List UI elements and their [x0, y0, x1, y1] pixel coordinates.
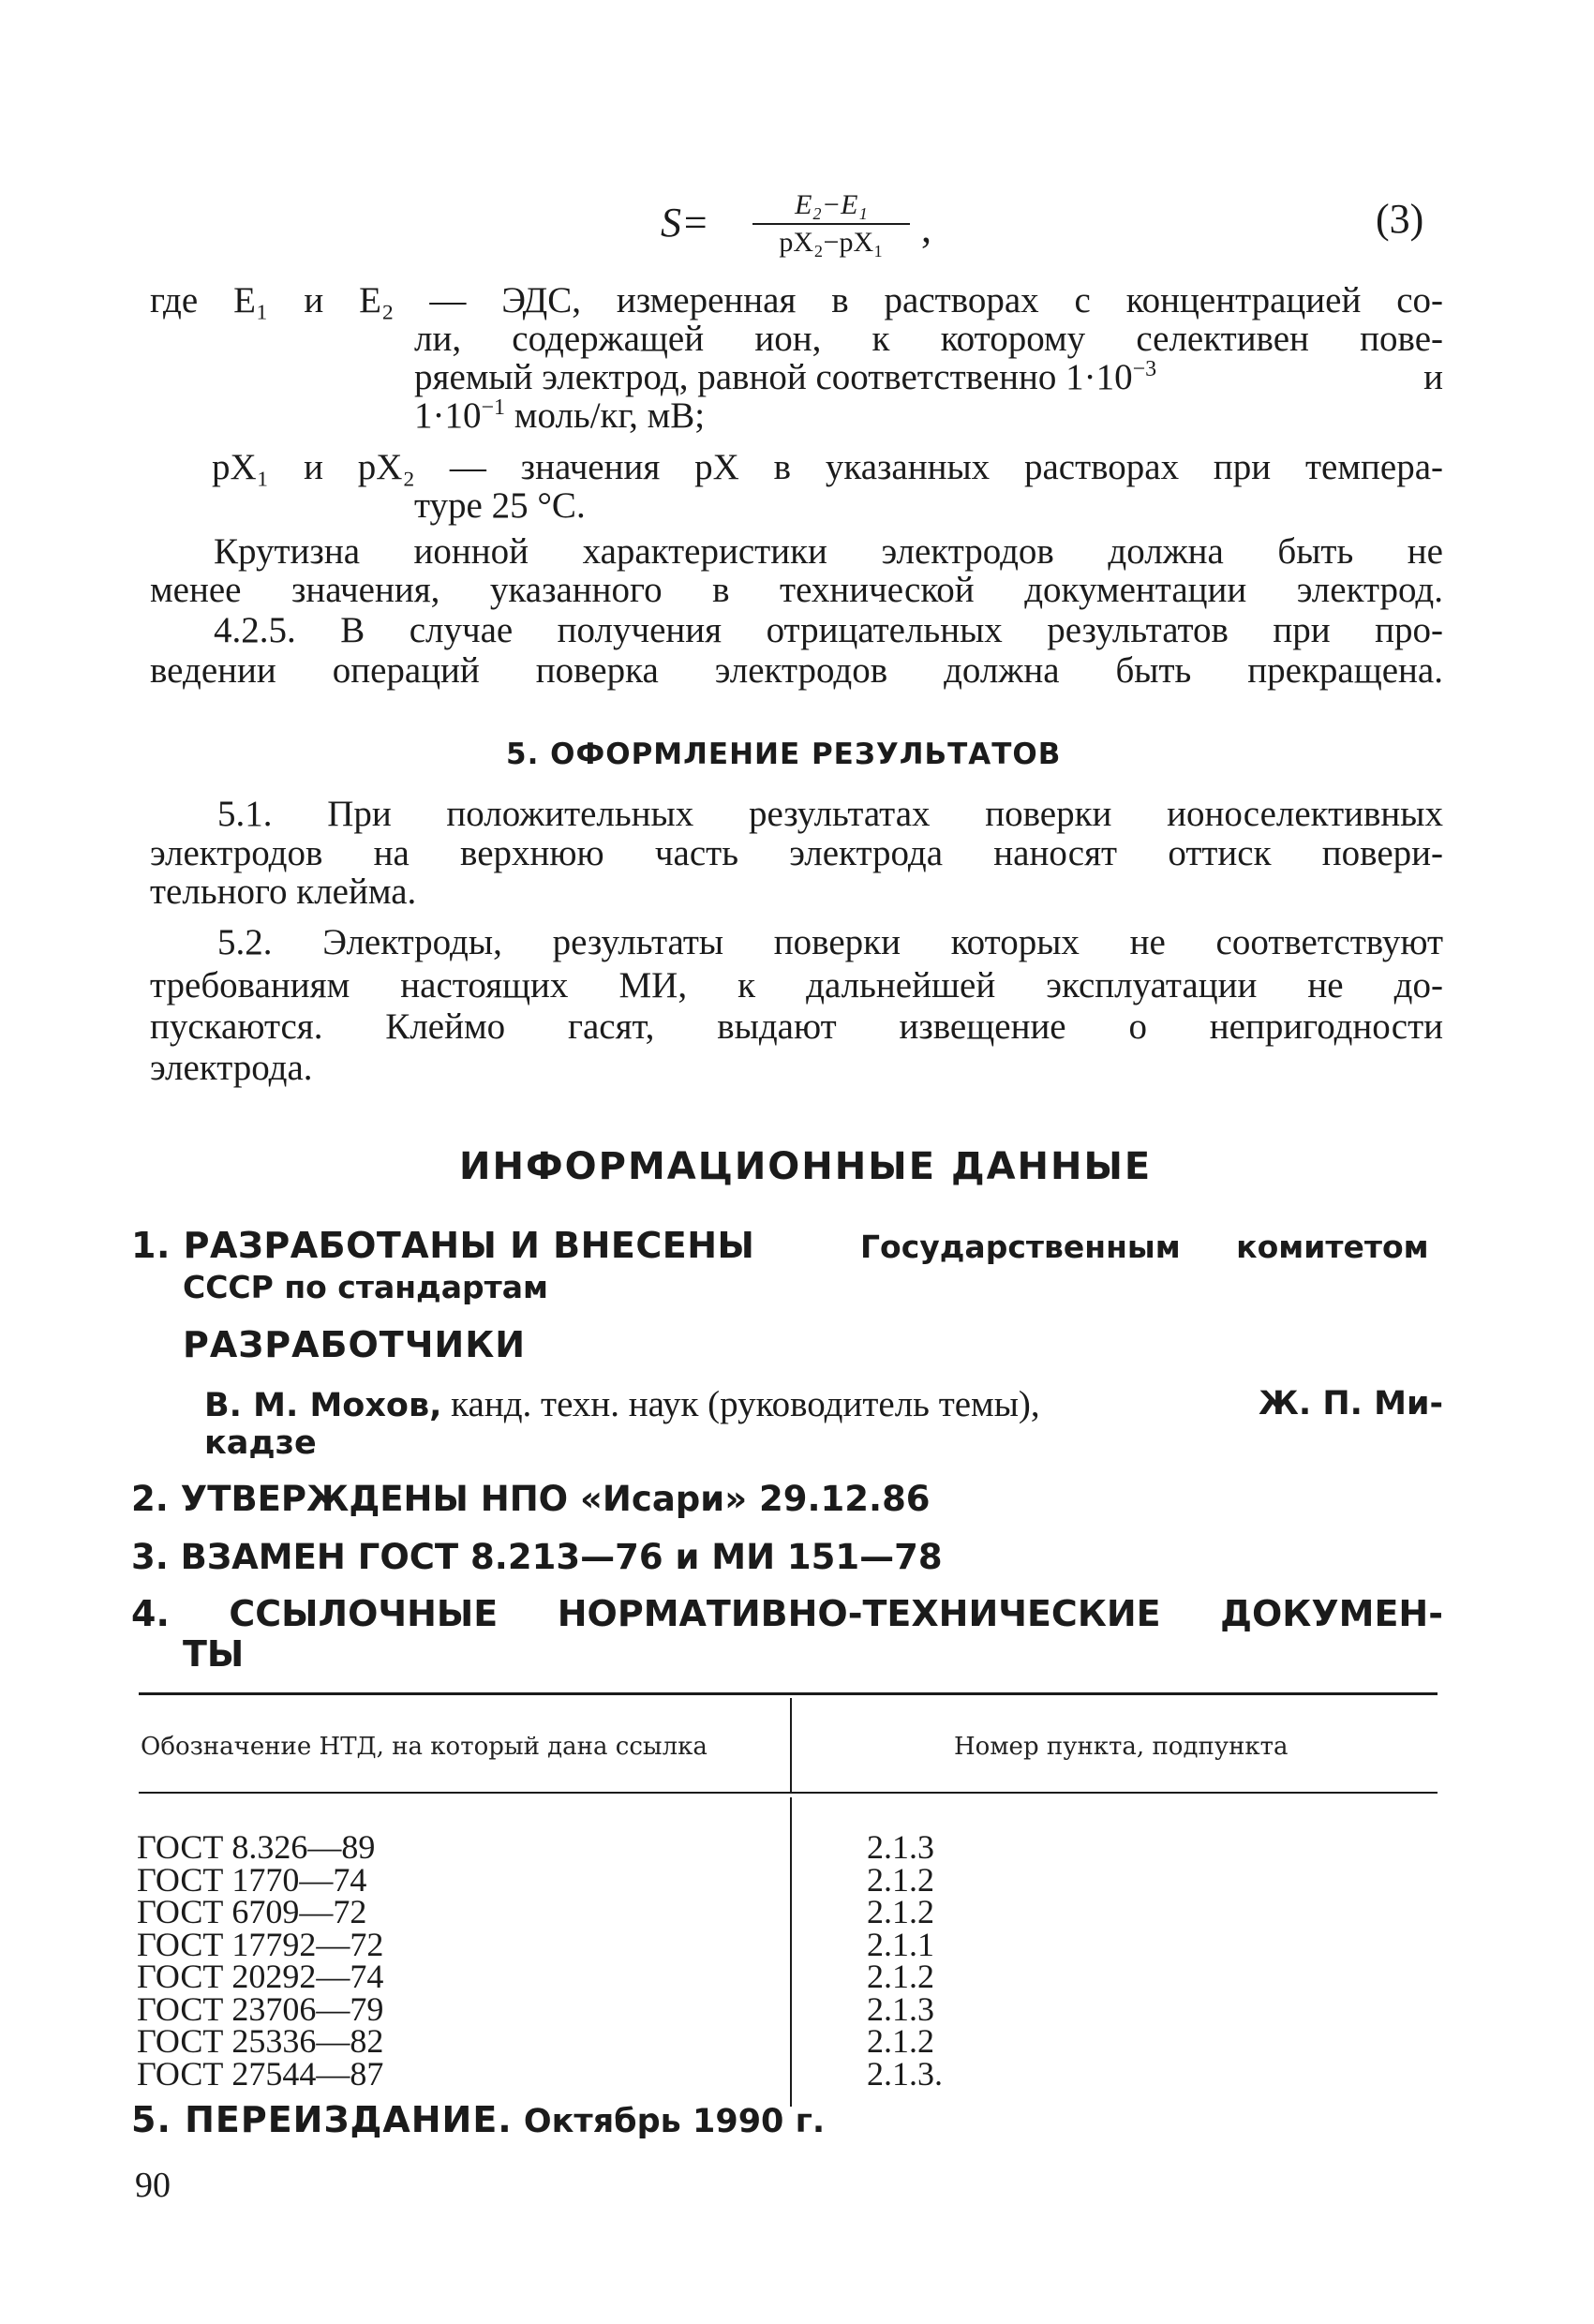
table-cell: 2.1.2 [867, 1893, 934, 1930]
developer-name-cont: кадзе [204, 1424, 317, 1462]
info-item-4: 4. ССЫЛОЧНЫЕ НОРМАТИВНО-ТЕХНИЧЕСКИЕ ДОКУМЕН- [131, 1593, 1443, 1634]
text-line: электродов на верхнюю часть электрода наносят оттиск повери- [150, 833, 1443, 873]
table-header-divider [790, 1698, 792, 1792]
paragraph-4-2-5 [214, 611, 1443, 649]
text-line: туре 25 °C. [414, 485, 586, 526]
table-cell: 2.1.3 [867, 1989, 934, 2028]
formula-3 [661, 187, 1242, 272]
text-line: pX₁ и pX₂ — значения pX в указанных растворах при темпера- [212, 447, 1443, 487]
table-cell: ГОСТ 1770—74 [137, 1860, 367, 1899]
text-line: ряемый электрод, равной соответственно $1\cdot 10^{-3}$ и [414, 357, 1443, 397]
developers-title: РАЗРАБОТЧИКИ [183, 1324, 527, 1365]
table-cell: ГОСТ 20292—74 [137, 1958, 384, 1995]
table-header-clause: Номер пункта, подпункта [954, 1733, 1289, 1761]
text-line: ли, содержащей ион, к которому селективен пове- [414, 319, 1443, 359]
equation-number: (3) [1376, 196, 1424, 242]
info-item-5 [131, 2099, 825, 2141]
table-header-rule [139, 1792, 1438, 1794]
paragraph-steepness [150, 532, 1443, 571]
developer-name: Ж. П. Ми- [1259, 1385, 1443, 1423]
text-line: $1\cdot 10^{-1}$ моль/кг, мВ; [414, 395, 706, 436]
table-cell: 2.1.2 [867, 2022, 934, 2060]
text-line: 5.1. При положительных результатах поверки ионоселективных [217, 794, 1443, 834]
formula-lhs: S= [661, 200, 709, 246]
info-title: ИНФОРМАЦИОННЫЕ ДАННЫЕ [459, 1145, 1153, 1188]
table-cell: 2.1.3. [867, 2054, 943, 2093]
info-item-1-text: Государственным комитетом [860, 1229, 1429, 1265]
table-cell: ГОСТ 27544—87 [137, 2054, 384, 2093]
formula-denominator: pX₂−pX₁ [779, 227, 884, 258]
paragraph-5-1 [217, 795, 1443, 833]
paragraph-5-1-cont [150, 834, 1443, 911]
exponent: −1 [481, 395, 506, 420]
text-line: В. М. Мохов, канд. техн. наук (руководитель темы), Ж. П. Ми- [204, 1384, 1443, 1424]
table-column-clause [867, 1828, 943, 2093]
text-line: Крутизна ионной характеристики электродов должна быть не [214, 531, 1443, 572]
table-cell: 2.1.2 [867, 1860, 934, 1899]
table-cell: 2.1.2 [867, 1958, 934, 1995]
table-cell: ГОСТ 23706—79 [137, 1989, 384, 2028]
formula-explanation-cont [414, 320, 1443, 435]
table-cell: ГОСТ 6709—72 [137, 1893, 367, 1930]
table-header-ntd: Обозначение НТД, на который дана ссылка [141, 1733, 708, 1761]
formula-explanation [150, 281, 1443, 320]
info-item-5-label: 5. ПЕРЕИЗДАНИЕ. [131, 2099, 513, 2140]
info-item-1-line2: СССР по стандартам [183, 1269, 548, 1305]
paragraph-5-2-cont [150, 965, 1443, 1089]
table-cell: ГОСТ 8.326—89 [137, 1828, 376, 1866]
paragraph-steepness-cont [150, 571, 1443, 609]
text-line: 4.2.5. В случае получения отрицательных результатов при про- [214, 610, 1443, 650]
text-line: менее значения, указанного в технической документации электрод. [150, 570, 1443, 610]
exponent: −3 [1132, 357, 1157, 381]
formula-fraction [747, 187, 916, 261]
text-line: тельного клейма. [150, 872, 417, 912]
developer-name: В. М. Мохов, [204, 1387, 442, 1424]
info-item-4-line2: ТЫ [183, 1633, 245, 1675]
developers-list [204, 1385, 1443, 1425]
table-cell: 2.1.1 [867, 1925, 934, 1963]
table-body-divider [790, 1797, 792, 2107]
text-line: где E₁ и E₂ — ЭДС, измеренная в растворах с концентрацией со- [150, 280, 1443, 320]
table-cell: ГОСТ 25336—82 [137, 2022, 384, 2060]
table-column-ntd [137, 1828, 384, 2093]
table-top-rule [139, 1692, 1438, 1695]
info-item-1-label: 1. РАЗРАБОТАНЫ И ВНЕСЕНЫ [131, 1225, 755, 1266]
formula-explanation-px [212, 448, 1443, 486]
table-cell: ГОСТ 17792—72 [137, 1925, 384, 1963]
formula-comma: , [921, 205, 931, 251]
paragraph-5-2 [217, 923, 1443, 961]
info-item-2: 2. УТВЕРЖДЕНЫ НПО «Исари» 29.12.86 [131, 1479, 931, 1519]
text-line: пускаются. Клеймо гасят, выдают извещение о непригодности [150, 1006, 1443, 1047]
formula-explanation-px-cont [414, 486, 1443, 525]
text-line: ведении операций поверка электродов должна быть прекращена. [150, 650, 1443, 691]
text-line: 5.2. Электроды, результаты поверки которых не соответствуют [217, 922, 1443, 962]
info-item-1 [131, 1225, 1443, 1266]
formula-numerator: E₂−E₁ [795, 189, 868, 220]
table-cell: 2.1.3 [867, 1828, 934, 1866]
info-item-5-text: Октябрь 1990 г. [512, 2103, 826, 2140]
paragraph-4-2-5-cont [150, 651, 1443, 690]
text-line: требованиям настоящих МИ, к дальнейшей эксплуатации не до- [150, 965, 1443, 1006]
text-line: электрода. [150, 1048, 313, 1088]
page-number: 90 [135, 2166, 171, 2205]
info-item-3: 3. ВЗАМЕН ГОСТ 8.213—76 и МИ 151—78 [131, 1537, 943, 1577]
section-5-title: 5. ОФОРМЛЕНИЕ РЕЗУЛЬТАТОВ [506, 737, 1062, 771]
